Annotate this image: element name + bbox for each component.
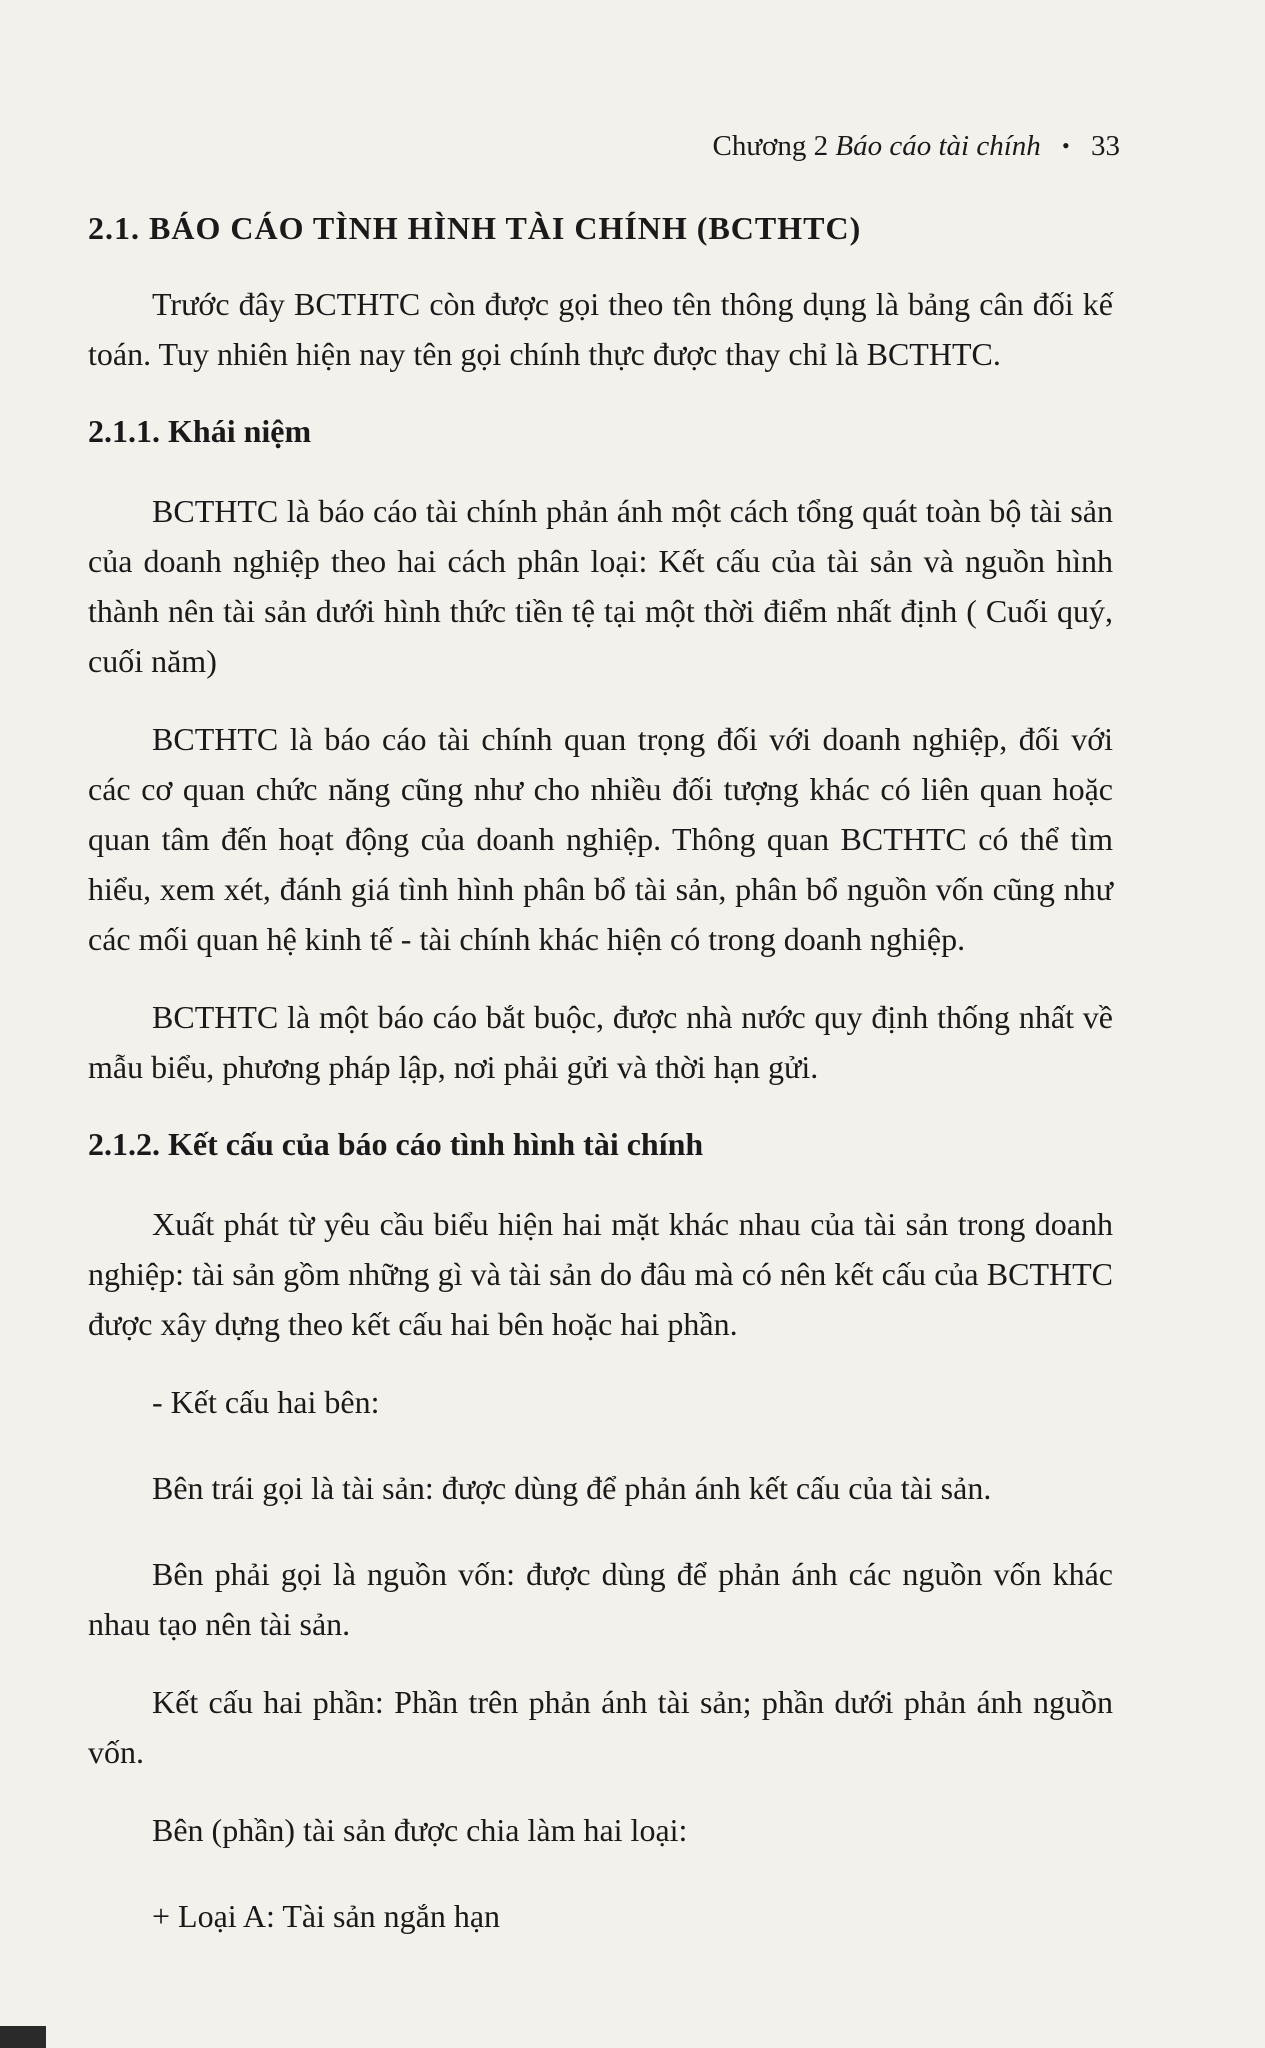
assets-split: Bên (phần) tài sản được chia làm hai loại:: [152, 1812, 688, 1848]
structure-left-side: Bên trái gọi là tài sản: được dùng để phản ánh kết cấu của tài sản.: [152, 1470, 992, 1506]
structure-right-side: Bên phải gọi là nguồn vốn: được dùng để phản ánh các nguồn vốn khác nhau tạo nên tài sản.: [88, 1556, 1113, 1642]
chapter-title: Báo cáo tài chính: [835, 130, 1041, 162]
concept-paragraph-2: BCTHTC là báo cáo tài chính quan trọng đối với doanh nghiệp, đối với các cơ quan chức năng cũng như cho nhiều đối tượng khác có liên quan hoặc quan tâm đến hoạt động của doanh nghiệp. Thông quan BCTHTC có thể tìm hiểu, xem xét, đánh giá tình hình phân bổ tài sản, phân bổ nguồn vốn cũng như các mối quan hệ kinh tế - tài chính khác hiện có trong doanh nghiệp.: [88, 721, 1113, 957]
structure-two-parts: Kết cấu hai phần: Phần trên phản ánh tài sản; phần dưới phản ánh nguồn vốn.: [88, 1684, 1113, 1770]
page-number: 33: [1091, 130, 1120, 162]
bullet-separator: •: [1062, 133, 1070, 158]
section-intro: Trước đây BCTHTC còn được gọi theo tên thông dụng là bảng cân đối kế toán. Tuy nhiên hiện nay tên gọi chính thực được thay chỉ là BCTHTC.: [88, 286, 1113, 372]
concept-paragraph-1: BCTHTC là báo cáo tài chính phản ánh một cách tổng quát toàn bộ tài sản của doanh nghiệp theo hai cách phân loại: Kết cấu của tài sản và nguồn hình thành nên tài sản dưới hình thức tiền tệ tại một thời điểm nhất định ( Cuối quý, cuối năm): [88, 493, 1113, 679]
chapter-label: Chương 2: [712, 130, 829, 162]
subsection-heading-concept: 2.1.1. Khái niệm: [88, 413, 312, 449]
scan-edge-mark: [0, 2026, 46, 2048]
structure-two-sides: - Kết cấu hai bên:: [152, 1384, 380, 1420]
concept-paragraph-3: BCTHTC là một báo cáo bắt buộc, được nhà nước quy định thống nhất về mẫu biểu, phương pháp lập, nơi phải gửi và thời hạn gửi.: [88, 999, 1113, 1085]
subsection-heading-structure: 2.1.2. Kết cấu của báo cáo tình hình tài chính: [88, 1126, 704, 1162]
section-heading: 2.1. BÁO CÁO TÌNH HÌNH TÀI CHÍNH (BCTHTC): [88, 210, 862, 246]
page-content: [88, 210, 1113, 1977]
structure-paragraph-1: Xuất phát từ yêu cầu biểu hiện hai mặt khác nhau của tài sản trong doanh nghiệp: tài sản gồm những gì và tài sản do đâu mà có nên kết cấu của BCTHTC được xây dựng theo kết cấu hai bên hoặc hai phần.: [88, 1206, 1113, 1342]
assets-type-a: + Loại A: Tài sản ngắn hạn: [152, 1898, 501, 1934]
running-header: [713, 130, 1121, 163]
